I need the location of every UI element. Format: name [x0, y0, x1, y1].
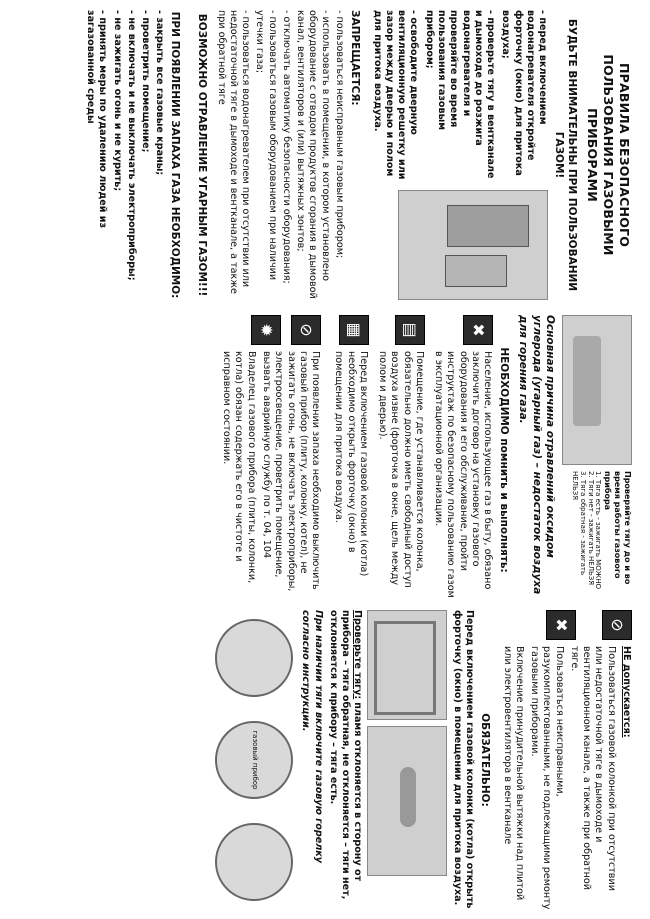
- smell-item: - не включать и не выключать электроприборы;: [125, 10, 137, 281]
- window-photo: [367, 610, 447, 720]
- not-allowed-icons: [497, 610, 632, 640]
- required-heading: ОБЯЗАТЕЛЬНО:: [479, 713, 492, 807]
- owners-text: Владелец газового прибора (плиты, колонки, котла) обязан содержать его в чистоте и исправном состоянии.: [221, 351, 257, 584]
- diagram-circle: [215, 823, 293, 901]
- not-allowed-block: [497, 646, 632, 910]
- photos-row: [367, 610, 447, 910]
- needed-row-3: [329, 315, 369, 605]
- flame-check-icon: ✹: [251, 315, 281, 345]
- column-3: [22, 610, 632, 910]
- column-1: [22, 10, 632, 300]
- smell-text: При появлении запаха необходимо выключить газовый прибор (плиту, колонку, котел), не зажигать огонь, не включать электроприборы, электроосвещение, проветрить помещение, вызвать аварийную службу по т. 04, 104: [261, 351, 322, 592]
- diagram-circle: [215, 619, 293, 697]
- fire-icon: ✖: [463, 315, 493, 345]
- smell-item: - проветрить помещение;: [140, 10, 152, 153]
- needed-row-2: [373, 315, 425, 605]
- forbidden-heading: ЗАПРЕЩАЕТСЯ:: [349, 10, 362, 106]
- cause-text: Основная причина отравлений оксидом углерода (угарный газ) – недостаток воздуха для горения газа.: [517, 315, 556, 595]
- smell-row: [217, 315, 321, 605]
- careful-item: - освободите дверную вентиляционную решетку или зазор между дверью и полом для притока воздуха.: [371, 10, 420, 180]
- not-allowed-heading: НЕ допускается:: [621, 646, 632, 738]
- careful-item: - проверьте тягу в вентканале и дымоходе до розжига водонагревателя и проверяйте во время пользования газовым прибором;: [423, 10, 497, 179]
- stove-photo: [562, 315, 632, 465]
- not-allowed-item: Включение принудительной вытяжки над плитой или электровентилятора в вентканале: [501, 646, 525, 901]
- check-line: 3. Тяга обратная - зажигать НЕЛЬЗЯ: [571, 471, 587, 576]
- not-allowed-row: [497, 610, 632, 910]
- check-box: [562, 471, 632, 605]
- smell-block: [217, 351, 321, 605]
- check-draft: [327, 610, 364, 910]
- needed-text: Помещение, где устанавливается колонка, обязательно должно иметь свободный доступ воздуха извне (форточка в окне, щель между полом и дверью).: [377, 351, 425, 588]
- no-fan-icon: ✖: [546, 610, 576, 640]
- check-line: 2. Тяги нет - зажигать НЕЛЬЗЯ: [586, 471, 595, 586]
- forbidden-list: [214, 10, 345, 300]
- smell-item: - принять меры по удалению людей из загазованной среды: [85, 10, 109, 229]
- careful-heading: БУДЬТЕ ВНИМАТЕЛЬНЫ ПРИ ПОЛЬЗОВАНИИ ГАЗОМ!: [552, 18, 578, 292]
- diagram-row: [215, 610, 293, 910]
- not-allowed-item: Пользоваться газовой колонкой при отсутствии или недостаточной тяге в дымоходе и вентиляционном канале, а также при обратной тяге.: [568, 646, 617, 891]
- check-draft-text: пламя отклоняется в сторону от прибора – тяга обратная, не отклоняется – тяги нет, отклоняется к прибору – тяга есть.: [327, 610, 364, 900]
- forbidden-item: - пользоваться газовым оборудованием при наличии утечки газа;: [254, 10, 278, 281]
- check-row: [562, 315, 632, 605]
- needed-text: Перед включением газовой колонки (котла) необходимо открыть форточку (окно) в помещении для притока воздуха.: [333, 351, 369, 577]
- forbidden-item: - отключать автоматику безопасности оборудования;: [280, 10, 292, 284]
- not-allowed-item: Пользоваться неисправными, разукомплектованными, не подлежащими ремонту газовыми приборами.: [529, 646, 565, 910]
- smell-heading: ПРИ ПОЯВЛЕНИИ ЗАПАХА ГАЗА НЕОБХОДИМО:: [168, 11, 181, 299]
- needed-heading: НЕОБХОДИМО помнить и выполнять:: [497, 347, 510, 573]
- required-item: Перед включением газовой колонки (котла) открыть форточку (окно) в помещении для притока воздуха.: [451, 610, 475, 909]
- smell-icons: [217, 315, 321, 345]
- check-line: 1. Тяга есть - зажигать МОЖНО: [594, 471, 603, 590]
- page-title: ПРАВИЛА БЕЗОПАСНОГО ПОЛЬЗОВАНИЯ ГАЗОВЫМИ ПРИБОРАМИ: [585, 54, 632, 256]
- careful-item: - перед включением водонагревателя откройте форточку (окно) для притока воздуха;: [500, 10, 549, 176]
- smell-list: [84, 10, 166, 300]
- forbidden-item: - пользоваться водонагревателем при отсутствии или недостаточной тяге в дымоходе и вентканале, а также при обратной тяге: [215, 10, 252, 294]
- forbidden-item: - использовать в помещении, в котором установлено оборудование с отводом продуктов сгорания в дымовой канал, вентиляторов и (или) вытяжных зонтов;: [295, 10, 331, 299]
- gas-device-label: газовый прибор: [250, 730, 259, 790]
- vent-grille-icon: ▤: [395, 315, 425, 345]
- no-heater-icon: ⊘: [602, 610, 632, 640]
- needed-row-1: [429, 315, 493, 605]
- heater-photo: [398, 190, 548, 300]
- needed-text: Население, использующее газ в быту, обязано заключить договор на установку газового оборудования и его обслуживание, пройти инструктаж по безопасному пользованию газом в эксплуатационной организации.: [433, 351, 494, 598]
- no-fan-icon: ⊘: [291, 315, 321, 345]
- careful-list: [367, 10, 548, 184]
- forbidden-item: - пользоваться неисправным газовым прибором;: [333, 10, 345, 259]
- final-text: При наличии тяги включите газовую горелку согласно инструкции.: [300, 610, 324, 864]
- column-2: [22, 315, 632, 605]
- hand-flame-photo: [367, 726, 447, 876]
- check-draft-label: Проверьте тягу:: [352, 610, 364, 700]
- window-icon: ▦: [339, 315, 369, 345]
- poison-heading: ВОЗМОЖНО ОТРАВЛЕНИЕ УГАРНЫМ ГАЗОМ!!!: [196, 13, 209, 297]
- check-title: Проверяйте тягу до и во время работы газового прибора: [602, 471, 632, 585]
- smell-item: - закрыть все газовые краны;: [154, 10, 166, 176]
- careful-row: [367, 10, 548, 300]
- smell-item: - не зажигать огонь и не курить;: [111, 10, 123, 192]
- diagram-circle: [215, 721, 293, 799]
